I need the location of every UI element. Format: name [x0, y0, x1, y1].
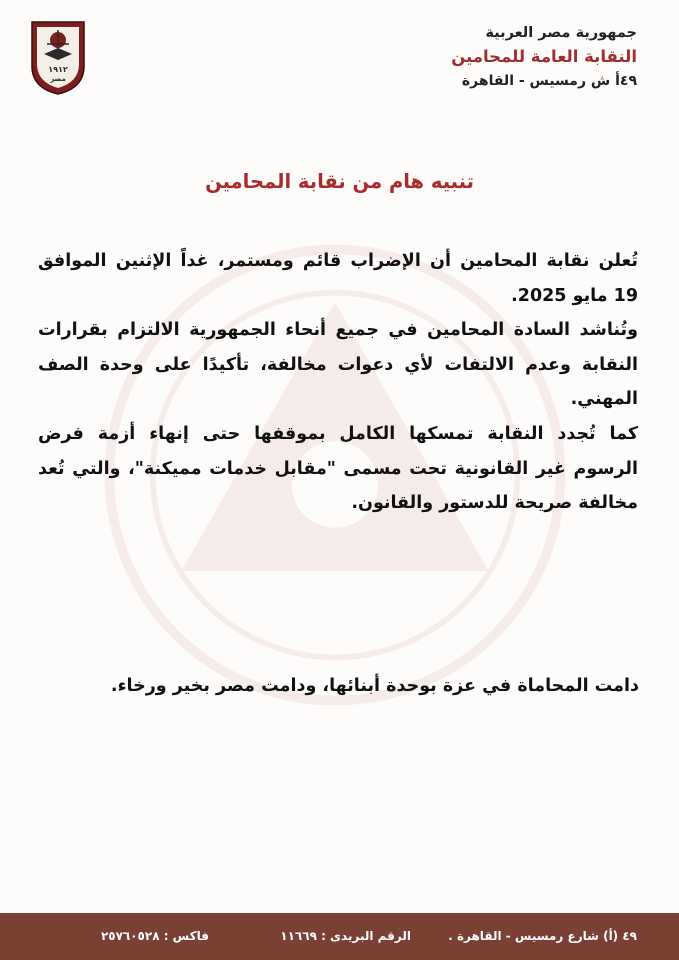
notice-title: تنبيه هام من نقابة المحامين — [205, 170, 474, 193]
country-name: جمهورية مصر العربية — [485, 25, 637, 41]
paragraph-appeal: وتُناشد السادة المحامين في جميع أنحاء الجمهورية الالتزام بقرارات النقابة وعدم الالتفات لأي دعوات مخالفة، تأكيدًا على وحدة الصف المهني. — [38, 320, 638, 410]
syndicate-name: النقابة العامة للمحامين — [451, 47, 637, 66]
logo-place-text: مصر — [50, 75, 66, 83]
paragraph-position: كما تُجدد النقابة تمسكها الكامل بموقفها حتى إنهاء أزمة فرض الرسوم غير القانونية تحت مسمى "مقابل خدمات مميكنة"، والتي تُعد مخالفة صريحة للدستور والقانون. — [38, 423, 638, 514]
logo-year-text: ١٩١٢ — [48, 65, 68, 74]
footer-bar — [0, 913, 679, 960]
paragraph-strike-announcement: تُعلن نقابة المحامين أن الإضراب قائم ومستمر، غداً الإثنين الموافق 19 مايو 2025. — [38, 251, 638, 306]
footer-postal-code: الرقم البريدى : ١١٦٦٩ — [280, 929, 411, 943]
footer-address: ٤٩ (أ) شارع رمسيس - القاهرة . — [448, 929, 637, 943]
closing-statement: دامت المحاماة في عزة بوحدة أبنائها، ودامت مصر بخير ورخاء. — [110, 676, 639, 696]
letterhead — [451, 22, 637, 92]
footer-fax: فاكس : ٢٥٧٦٠٥٢٨ — [100, 929, 209, 943]
notice-body — [38, 244, 638, 521]
syndicate-logo — [28, 18, 88, 96]
letterhead-address: ٤٩أ ش رمسيس - القاهرة — [461, 73, 637, 89]
